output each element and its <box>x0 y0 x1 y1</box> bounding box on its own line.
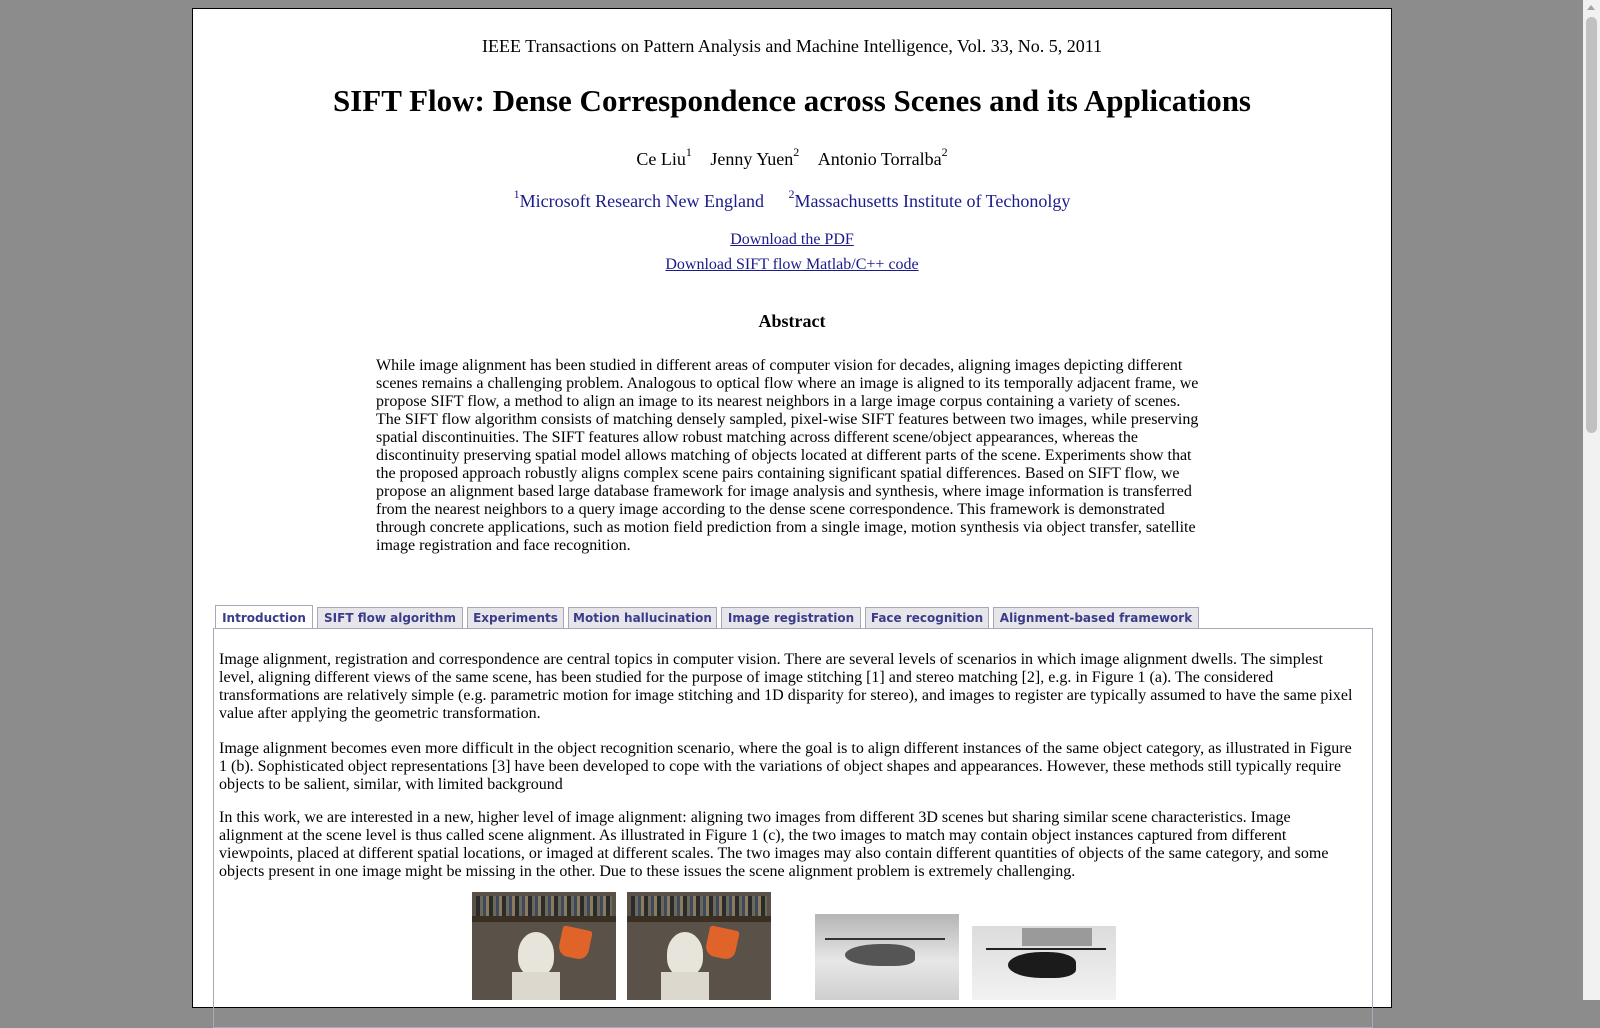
lamp-shape <box>704 925 740 961</box>
affiliation-sup: 1 <box>513 187 520 201</box>
helicopter-shape <box>1008 952 1076 978</box>
abstract-text: While image alignment has been studied in different areas of computer vision for decades, aligning images depicting different scenes remains a challenging problem. Analogous to optical flow where an image is aligned to its temporally adjacent frame, we propose SIFT flow, a method to align an image to its nearest neighbors in a large image corpus containing a variety of scenes. The SIFT flow algorithm consists of matching densely sampled, pixel-wise SIFT features between two images, while preserving spatial discontinuities. The SIFT features allow robust matching across different scene/object appearances, whereas the discontinuity preserving spatial model allows matching of objects located at different parts of the scene. Experiments show that the proposed approach robustly aligns complex scene pairs containing significant spatial differences. Based on SIFT flow, we propose an alignment based large database framework for image analysis and synthesis, where image information is transferred from the nearest neighbors to a query image according to the dense scene correspondence. This framework is demonstrated through concrete applications, such as motion field prediction from a single image, motion synthesis via object transfer, satellite image registration and face recognition. <box>376 357 1199 554</box>
author-name: Jenny Yuen <box>710 149 794 169</box>
figure-image-helicopter-2 <box>972 926 1116 1000</box>
building-shape <box>1022 928 1092 946</box>
shelf-shape <box>472 916 616 922</box>
figure-image-stereo-left <box>472 892 616 1000</box>
bookshelf-shape <box>476 896 612 916</box>
download-pdf-link[interactable]: Download the PDF <box>730 231 854 248</box>
figure-image-helicopter-1 <box>815 914 959 1000</box>
author <box>636 145 692 169</box>
affiliation-name: Massachusetts Institute of Techonolgy <box>794 191 1071 211</box>
lamp-shape <box>557 925 593 961</box>
bookshelf-shape <box>631 896 767 916</box>
affiliation <box>513 187 765 211</box>
paper-title: SIFT Flow: Dense Correspondence across Scenes and its Applications <box>332 83 1251 118</box>
author-sup: 1 <box>685 145 692 159</box>
author-sup: 2 <box>941 145 948 159</box>
tab-motion-hallucination[interactable]: Motion hallucination <box>568 607 717 629</box>
code-link-row <box>193 256 1391 274</box>
bust-shape <box>518 932 554 976</box>
author-sup: 2 <box>793 145 800 159</box>
pdf-link-row <box>193 231 1391 249</box>
affiliation <box>788 187 1071 211</box>
affiliation-list <box>193 187 1391 212</box>
journal-citation: IEEE Transactions on Pattern Analysis and Machine Intelligence, Vol. 33, No. 5, 2011 <box>481 36 1103 56</box>
intro-paragraph: In this work, we are interested in a new, higher level of image alignment: aligning two images from different 3D scenes but sharing similar scene characteristics. Image alignment at the scene level is thus called scene alignment. As illustrated in Figure 1 (c), the two images to match may contain object instances captured from different viewpoints, placed at different spatial locations, or imaged at different scales. The two images may also contain different quantities of objects of the same category, and some objects present in one image might be missing in the other. Due to these issues the scene alignment problem is extremely challenging. <box>219 809 1329 880</box>
vertical-scrollbar[interactable] <box>1583 0 1600 1000</box>
tab-experiments[interactable]: Experiments <box>467 607 564 629</box>
bust-base-shape <box>661 972 709 1000</box>
tab-introduction[interactable]: Introduction <box>215 605 313 629</box>
affiliation-name: Microsoft Research New England <box>519 191 765 211</box>
author-list <box>193 145 1391 170</box>
figure-image-stereo-right <box>627 892 771 1000</box>
abstract-heading: Abstract <box>758 311 826 331</box>
tab-face-recognition[interactable]: Face recognition <box>865 607 989 629</box>
author <box>817 145 948 169</box>
rotor-shape <box>825 938 945 940</box>
rotor-shape <box>986 948 1106 950</box>
scrollbar-thumb[interactable] <box>1586 17 1597 433</box>
tab-sift-flow-algorithm[interactable]: SIFT flow algorithm <box>317 607 463 629</box>
author <box>710 145 800 169</box>
author-name: Antonio Torralba <box>817 149 942 169</box>
intro-paragraph: Image alignment becomes even more difficult in the object recognition scenario, where the goal is to align different instances of the same object category, as illustrated in Figure 1 (b). Sophisticated object representations [3] have been developed to cope with the variations of object shapes and appearances. However, these methods still typically require objects to be salient, similar, with limited background <box>219 740 1352 793</box>
author-name: Ce Liu <box>636 149 686 169</box>
bust-base-shape <box>512 972 560 1000</box>
scroll-up-arrow-icon[interactable] <box>1587 5 1595 10</box>
tab-alignment-based-framework[interactable]: Alignment-based framework <box>993 607 1199 629</box>
helicopter-shape <box>845 944 915 966</box>
intro-paragraph: Image alignment, registration and correspondence are central topics in computer vision. There are several levels of scenarios in which image alignment dwells. The simplest level, aligning different views of the same scene, has been studied for the purpose of image stitching [1] and stereo matching [2], e.g. in Figure 1 (a). The considered transformations are relatively simple (e.g. parametric motion for image stitching and 1D disparity for stereo), and images to register are typically assumed to have the same pixel value after applying the geometric transformation. <box>219 651 1353 722</box>
page-container <box>192 8 1392 1008</box>
tab-image-registration[interactable]: Image registration <box>721 607 861 629</box>
download-code-link[interactable]: Download SIFT flow Matlab/C++ code <box>665 256 919 273</box>
bust-shape <box>667 932 703 976</box>
shelf-shape <box>627 916 771 922</box>
affiliation-sup: 2 <box>788 187 795 201</box>
